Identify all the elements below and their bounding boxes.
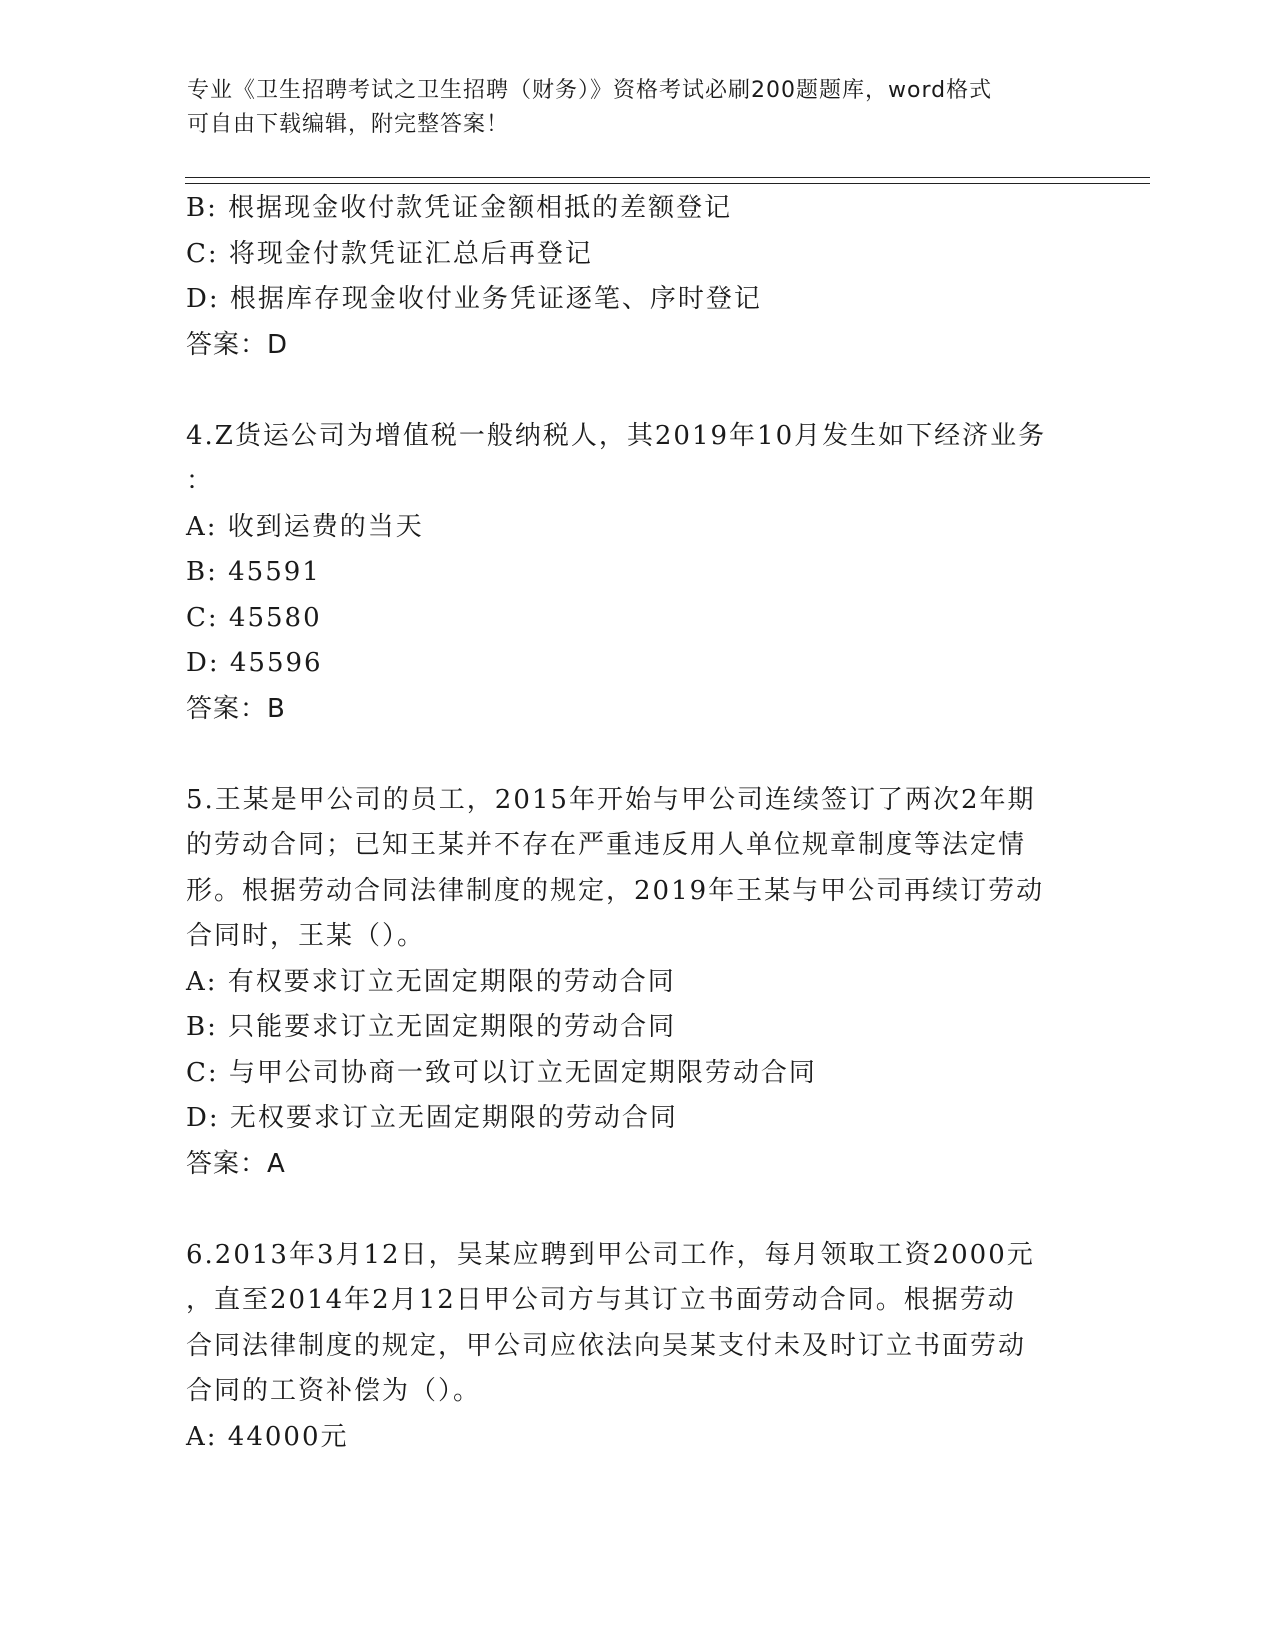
option-a: A: 收到运费的当天 — [186, 511, 424, 542]
stem-line: 合同时，王某（）。 — [186, 921, 426, 951]
option-d: D: 无权要求订立无固定期限的劳动合同 — [186, 1103, 678, 1133]
spacer — [186, 1187, 1086, 1233]
stem-line: ，直至2014年2月12日甲公司方与其订立书面劳动合同。根据劳动 — [186, 1285, 1016, 1315]
stem-line: ： — [186, 466, 215, 496]
answer: 答案：B — [186, 693, 286, 724]
option-d: D: 根据库存现金收付业务凭证逐笔、序时登记 — [186, 284, 762, 314]
spacer — [186, 732, 1086, 778]
stem-line: 6.2013年3月12日，吴某应聘到甲公司工作，每月领取工资2000元 — [186, 1239, 1035, 1270]
answer: 答案：D — [186, 329, 289, 360]
question-4 — [186, 414, 1086, 733]
header-divider-top — [185, 177, 1150, 178]
stem-line: 合同的工资补偿为（）。 — [186, 1376, 482, 1406]
stem-line: 的劳动合同；已知王某并不存在严重违反用人单位规章制度等法定情 — [186, 830, 1027, 860]
question-content — [186, 186, 1086, 1460]
option-a: A: 44000元 — [186, 1421, 349, 1452]
question-stem — [186, 414, 1086, 505]
option-d: D: 45596 — [186, 648, 323, 678]
stem-line: 5.王某是甲公司的员工，2015年开始与甲公司连续签订了两次2年期 — [186, 784, 1036, 815]
option-c: C: 45580 — [186, 602, 322, 633]
option-c: C: 与甲公司协商一致可以订立无固定期限劳动合同 — [186, 1057, 817, 1088]
option-b: B: 45591 — [186, 557, 321, 587]
document-header — [187, 74, 1087, 142]
stem-line: 4.Z货运公司为增值税一般纳税人，其2019年10月发生如下经济业务 — [186, 420, 1047, 451]
question-stem — [186, 1233, 1086, 1415]
question-5 — [186, 778, 1086, 1188]
question-6 — [186, 1233, 1086, 1461]
spacer — [186, 368, 1086, 414]
option-b: B: 只能要求订立无固定期限的劳动合同 — [186, 1012, 677, 1042]
answer: 答案：A — [186, 1148, 286, 1179]
stem-line: 合同法律制度的规定，甲公司应依法向吴某支付未及时订立书面劳动 — [186, 1330, 1027, 1361]
option-a: A: 有权要求订立无固定期限的劳动合同 — [186, 966, 676, 997]
stem-line: 形。根据劳动合同法律制度的规定，2019年王某与甲公司再续订劳动 — [186, 875, 1045, 906]
option-c: C: 将现金付款凭证汇总后再登记 — [186, 238, 593, 269]
question-3 — [186, 186, 1086, 368]
header-divider-bottom — [185, 183, 1150, 184]
option-b: B: 根据现金收付款凭证金额相抵的差额登记 — [186, 193, 733, 223]
question-stem — [186, 778, 1086, 960]
header-title-line-2: 可自由下载编辑，附完整答案！ — [187, 112, 510, 137]
header-title-line-1: 专业《卫生招聘考试之卫生招聘（财务）》资格考试必刷200题题库，word格式 — [187, 78, 993, 103]
